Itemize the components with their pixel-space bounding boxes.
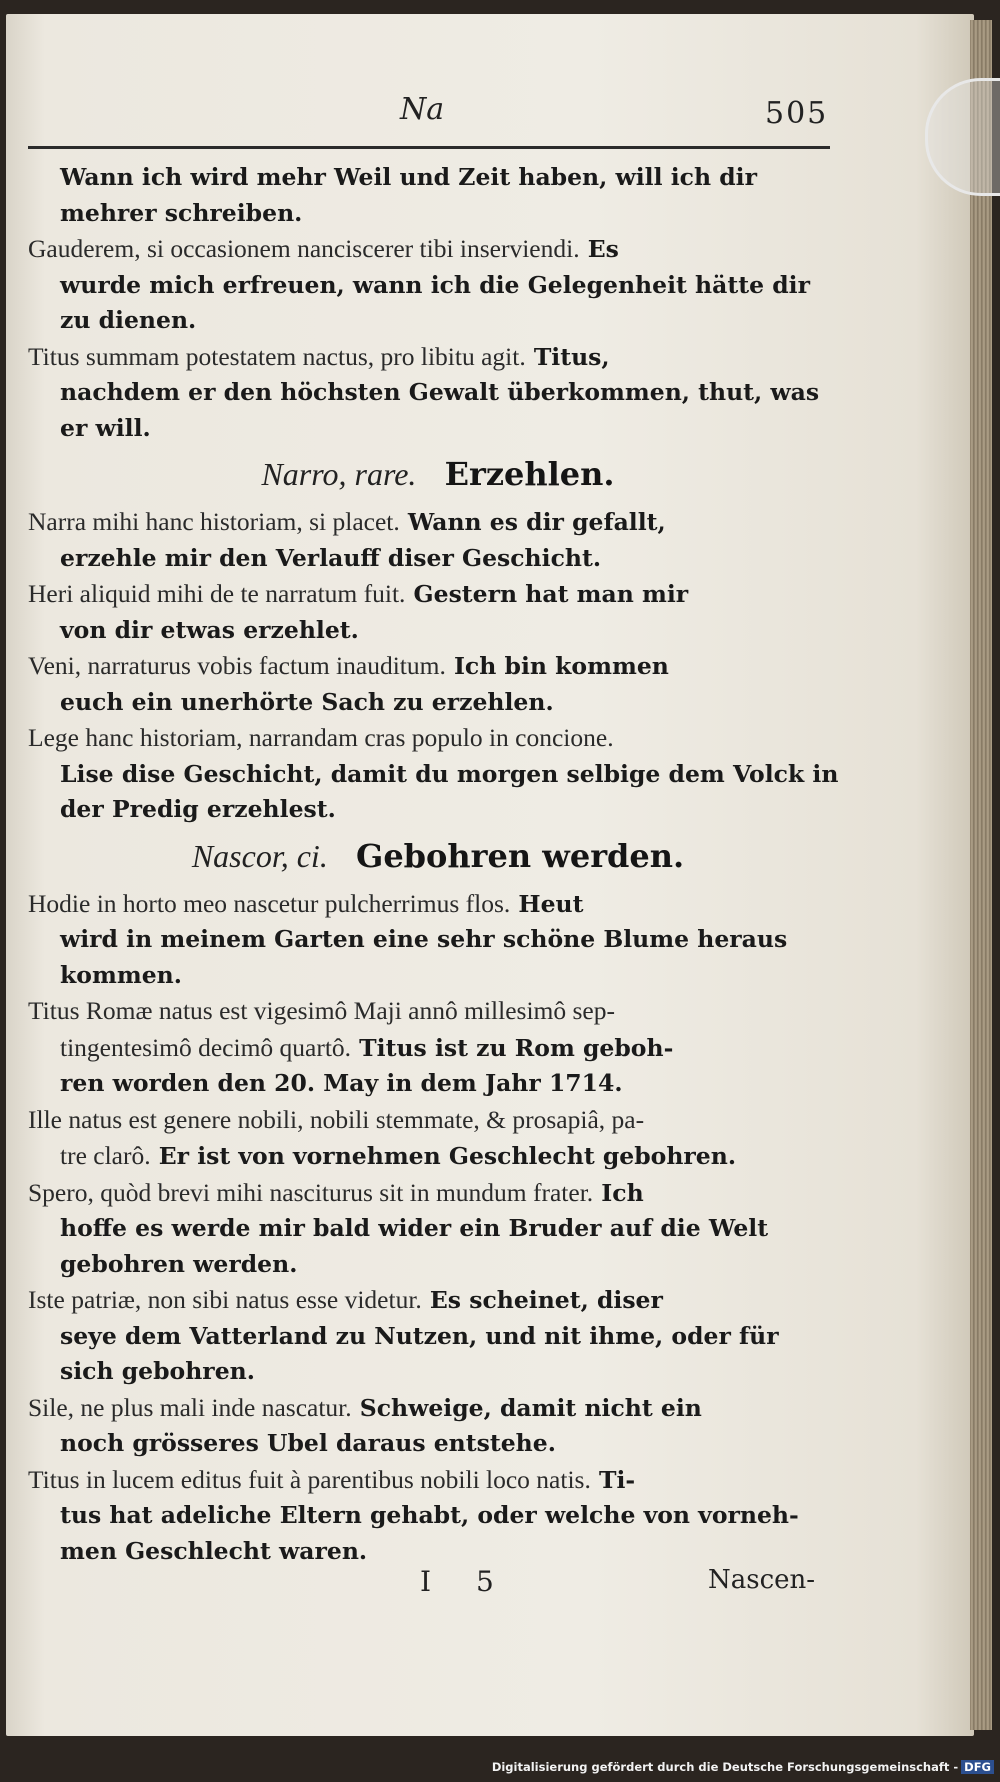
german-text: ren worden den 20. May in dem Jahr 1714. xyxy=(60,1069,623,1097)
page-edges xyxy=(970,20,992,1730)
german-text: Es scheinet, diser xyxy=(429,1286,663,1314)
latin-text: Narra mihi hanc historiam, si placet. xyxy=(28,507,400,536)
latin-text: Titus summam potestatem nactus, pro libitu agit. xyxy=(28,341,526,371)
german-text: Ich xyxy=(601,1178,644,1207)
entry xyxy=(28,504,848,576)
german-text: tus hat adeliche Eltern gehabt, oder welche von vorneh- xyxy=(60,1501,799,1529)
latin-text: Titus in lucem editus fuit à parentibus nobili loco natis. xyxy=(28,1464,591,1494)
catchword: Nascen- xyxy=(708,1565,816,1595)
latin-text: Sile, ne plus mali inde nascatur. xyxy=(28,1392,352,1422)
entry xyxy=(28,993,848,1102)
german-text: Titus, xyxy=(533,342,610,371)
heading-german: Gebohren werden. xyxy=(355,836,685,875)
german-text: euch ein unerhörte Sach zu erzehlen. xyxy=(60,687,554,716)
german-text: Heut xyxy=(518,889,584,918)
german-text: Wann es dir gefallt, xyxy=(407,508,666,536)
latin-text: Iste patriæ, non sibi natus esse videtur. xyxy=(28,1285,422,1314)
german-text: zu dienen. xyxy=(60,306,197,334)
latin-text: Hodie in horto meo nascetur pulcherrimus flos. xyxy=(28,888,511,918)
latin-text: Veni, narraturus vobis factum inauditum. xyxy=(28,651,446,680)
german-text: Ich bin kommen xyxy=(453,652,669,680)
page-content xyxy=(28,160,848,1569)
german-text: erzehle mir den Verlauff diser Geschicht. xyxy=(60,543,602,572)
entry xyxy=(28,648,848,720)
section-heading xyxy=(28,830,848,882)
entry xyxy=(28,1175,848,1283)
latin-text: tingentesimô decimô quartô. xyxy=(60,1032,352,1062)
german-text: nachdem er den höchsten Gewalt überkommen, thut, was xyxy=(60,378,820,406)
german-text: wird in meinem Garten eine sehr schöne Blume heraus xyxy=(60,925,788,953)
header-rule xyxy=(28,146,830,149)
german-text: von dir etwas erzehlet. xyxy=(60,615,359,644)
german-text: Wann ich wird mehr Weil und Zeit haben, will ich dir xyxy=(60,163,757,191)
latin-text: Gauderem, si occasionem nanciscerer tibi inserviendi. xyxy=(28,234,580,263)
signature-mark: I 5 xyxy=(420,1565,512,1598)
heading-latin: Nascor, ci. xyxy=(191,837,328,874)
german-text: sich gebohren. xyxy=(60,1357,255,1385)
dfg-logo: DFG xyxy=(961,1760,994,1774)
german-text: seye dem Vatterland zu Nutzen, und nit ihme, oder für xyxy=(60,1321,779,1350)
heading-latin: Narro, rare. xyxy=(261,456,417,492)
credit-text: Digitalisierung gefördert durch die Deutsche Forschungsgemeinschaft - xyxy=(491,1760,959,1774)
heading-german: Erzehlen. xyxy=(444,455,615,493)
entry xyxy=(28,160,848,231)
entry xyxy=(28,720,848,828)
german-text: Er ist von vornehmen Geschlecht gebohren. xyxy=(158,1142,737,1170)
latin-text: Heri aliquid mihi de te narratum fuit. xyxy=(28,579,406,608)
latin-text: Titus Romæ natus est vigesimô Maji annô millesimô sep- xyxy=(28,996,615,1025)
entry xyxy=(28,339,848,447)
german-text: gebohren werden. xyxy=(60,1249,298,1278)
section-heading xyxy=(28,448,848,500)
digitization-credit xyxy=(492,1760,994,1774)
running-header-word: Na xyxy=(400,92,445,127)
entry xyxy=(28,886,848,994)
german-text: mehrer schreiben. xyxy=(60,198,303,227)
german-text: noch grösseres Ubel daraus entstehe. xyxy=(60,1429,556,1457)
german-text: kommen. xyxy=(60,960,182,989)
entry xyxy=(28,1102,848,1175)
german-text: Ti- xyxy=(598,1465,636,1494)
german-text: Lise dise Geschicht, damit du morgen selbige dem Volck in xyxy=(60,759,839,788)
german-text: der Predig erzehlest. xyxy=(60,795,336,823)
entry xyxy=(28,1390,848,1462)
page-number: 505 xyxy=(765,96,829,131)
german-text: Schweige, damit nicht ein xyxy=(359,1393,702,1422)
latin-text: tre clarô. xyxy=(60,1141,151,1170)
german-text: men Geschlecht waren. xyxy=(60,1536,368,1565)
entry xyxy=(28,1282,848,1390)
latin-text: Spero, quòd brevi mihi nasciturus sit in mundum frater. xyxy=(28,1177,594,1207)
entry xyxy=(28,576,848,648)
latin-text: Lege hanc historiam, narrandam cras populo in concione. xyxy=(28,723,614,752)
german-text: Titus ist zu Rom geboh- xyxy=(359,1033,674,1062)
latin-text: Ille natus est genere nobili, nobili stemmate, & prosapiâ, pa- xyxy=(28,1104,645,1134)
german-text: er will. xyxy=(60,413,151,442)
german-text: wurde mich erfreuen, wann ich die Gelegenheit hätte dir xyxy=(60,270,810,299)
entry xyxy=(28,231,848,339)
german-text: hoffe es werde mir bald wider ein Bruder auf die Welt xyxy=(60,1214,769,1242)
german-text: Es xyxy=(587,235,619,263)
entry xyxy=(28,1462,848,1570)
german-text: Gestern hat man mir xyxy=(413,580,689,608)
